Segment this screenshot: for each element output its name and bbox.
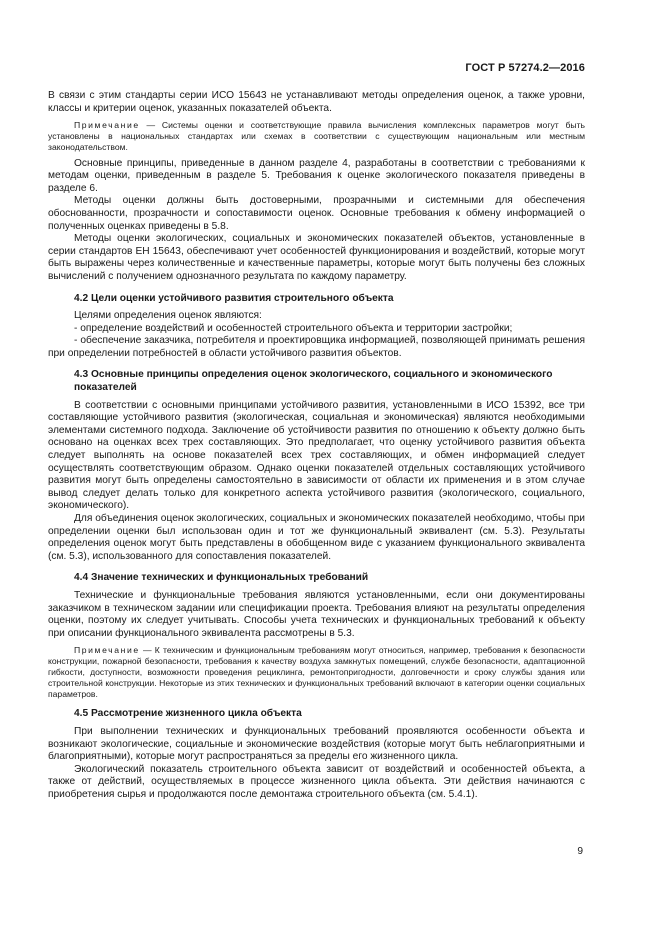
note-label: Примечание [74, 120, 140, 131]
page-number: 9 [577, 846, 583, 857]
section-4-5-heading: 4.5 Рассмотрение жизненного цикла объекта [74, 708, 302, 720]
note-label: Примечание [74, 645, 140, 656]
section-4-2-heading: 4.2 Цели оценки устойчивого развития строительного объекта [74, 292, 394, 304]
section-4-4-note [48, 645, 585, 699]
section-4-5-paragraph-1: При выполнении технических и функциональных требований проявляются особенности объекта и возникают экологические, социальные и экономические воздействия (которые могут быть неблагоприятными и благоприятными), которые могут распространяться за пределы его жизненного цикла. [48, 725, 585, 763]
section-4-3-heading: 4.3 Основные принципы определения оценок экологического, социального и экономического показателей [74, 369, 553, 394]
intro-paragraph-2: Основные принципы, приведенные в данном разделе 4, разработаны в соответствии с требованиями к методам оценки, приведенным в разделе 5. Требования к оценке экологического показателя приведены в разделе 6. [48, 157, 585, 194]
intro-paragraph-1: В связи с этим стандарты серии ИСО 15643 не устанавливают методы определения оценок, а также уровни, классы и критерии оценок, указанных показателей объекта. [48, 90, 585, 114]
section-4-5-paragraph-2: Экологический показатель строительного объекта зависит от воздействий и особенностей объекта, а также от действий, осуществляемых в процессе жизненного цикла объекта. Эти действия начинаются с приобретения сырья и продолжаются после демонтажа строительного объекта (см. 5.4.1). [48, 763, 585, 800]
section-4-4-paragraph: Технические и функциональные требования являются установленными, если они документированы заказчиком в техническом задании или спецификации проекта. Требования влияют на результаты определения оценки, поэтому их следует учитывать. Способы учета технических и функциональных требований к объекту при описании функционального эквивалента рассмотрены в 5.3. [48, 589, 585, 639]
section-4-3-paragraph-1: В соответствии с основными принципами устойчивого развития, установленными в ИСО 15392, все три составляющие устойчивого развития (экологическая, социальная и экономическая) являются необходимыми элементами системного подхода. Заключение об устойчивости развития по отношению к объекту должно быть основано на оценках всех трех составляющих. Это предполагает, что оценку устойчивого развития объекта следует выполнять на основе показателей всех трех составляющих, и обмен информацией следует осуществлять соответствующим образом. Однако оценки показателей отдельных составляющих устойчивого развития могут быть определены самостоятельно в зависимости от области их применения и в этом случае вывод следует делать только для конкретного аспекта устойчивого развития (экологического, социального, экономического). [48, 399, 585, 512]
intro-paragraph-4: Методы оценки экологических, социальных и экономических показателей объектов, установленные в серии стандартов ЕН 15643, обеспечивают учет особенностей функционирования и воздействий, которые могут быть выражены через количественные и качественные параметры, которые могут быть получены без сложных вычислений с получением однозначного результата по каждому параметру. [48, 233, 585, 282]
page-content [48, 90, 585, 802]
intro-note [48, 120, 585, 152]
note-text: — К техническим и функциональным требованиям могут относиться, например, требования к безопасности конструкции, пожарной безопасности, требования к качеству воздуха замкнутых помещений, службе безопасности, адаптационной гибкости, доступности, возможности проведения рециклинга, ремонтопригодности, долговечности и сроку службы здания или строительной конструкции. Некоторые из этих технических и функциональных требований включают в категории оценки социальных параметров. [48, 645, 585, 699]
note-text: — Системы оценки и соответствующие правила вычисления комплексных параметров могут быть установлены в национальных стандартах или схемах в соответствии с существующим национальным или местным законодательством. [48, 120, 585, 152]
section-4-2-list-item: - обеспечение заказчика, потребителя и проектировщика информацией, позволяющей принимать решения при определении потребностей в области устойчивого развития объектов. [48, 335, 585, 359]
section-4-3-paragraph-2: Для объединения оценок экологических, социальных и экономических показателей необходимо, чтобы при определении оценки был использован один и тот же функциональный эквивалент (см. 5.3). Результаты определения оценок могут быть представлены в обобщенном виде с указанием функционального эквивалента (см. 5.3), использованного для сопоставления показателей. [48, 513, 585, 562]
section-4-2-paragraph: Целями определения оценок являются: [74, 310, 262, 322]
section-4-4-heading: 4.4 Значение технических и функциональных требований [74, 572, 369, 584]
section-4-2-list-item: - определение воздействий и особенностей строительного объекта и территории застройки; [74, 322, 513, 334]
intro-paragraph-3: Методы оценки должны быть достоверными, прозрачными и системными для обеспечения обоснованности, прозрачности и сопоставимости оценок. Основные требования к обмену информацией о полученных оценках приведены в 5.8. [48, 195, 585, 232]
standard-header: ГОСТ Р 57274.2—2016 [465, 62, 585, 74]
